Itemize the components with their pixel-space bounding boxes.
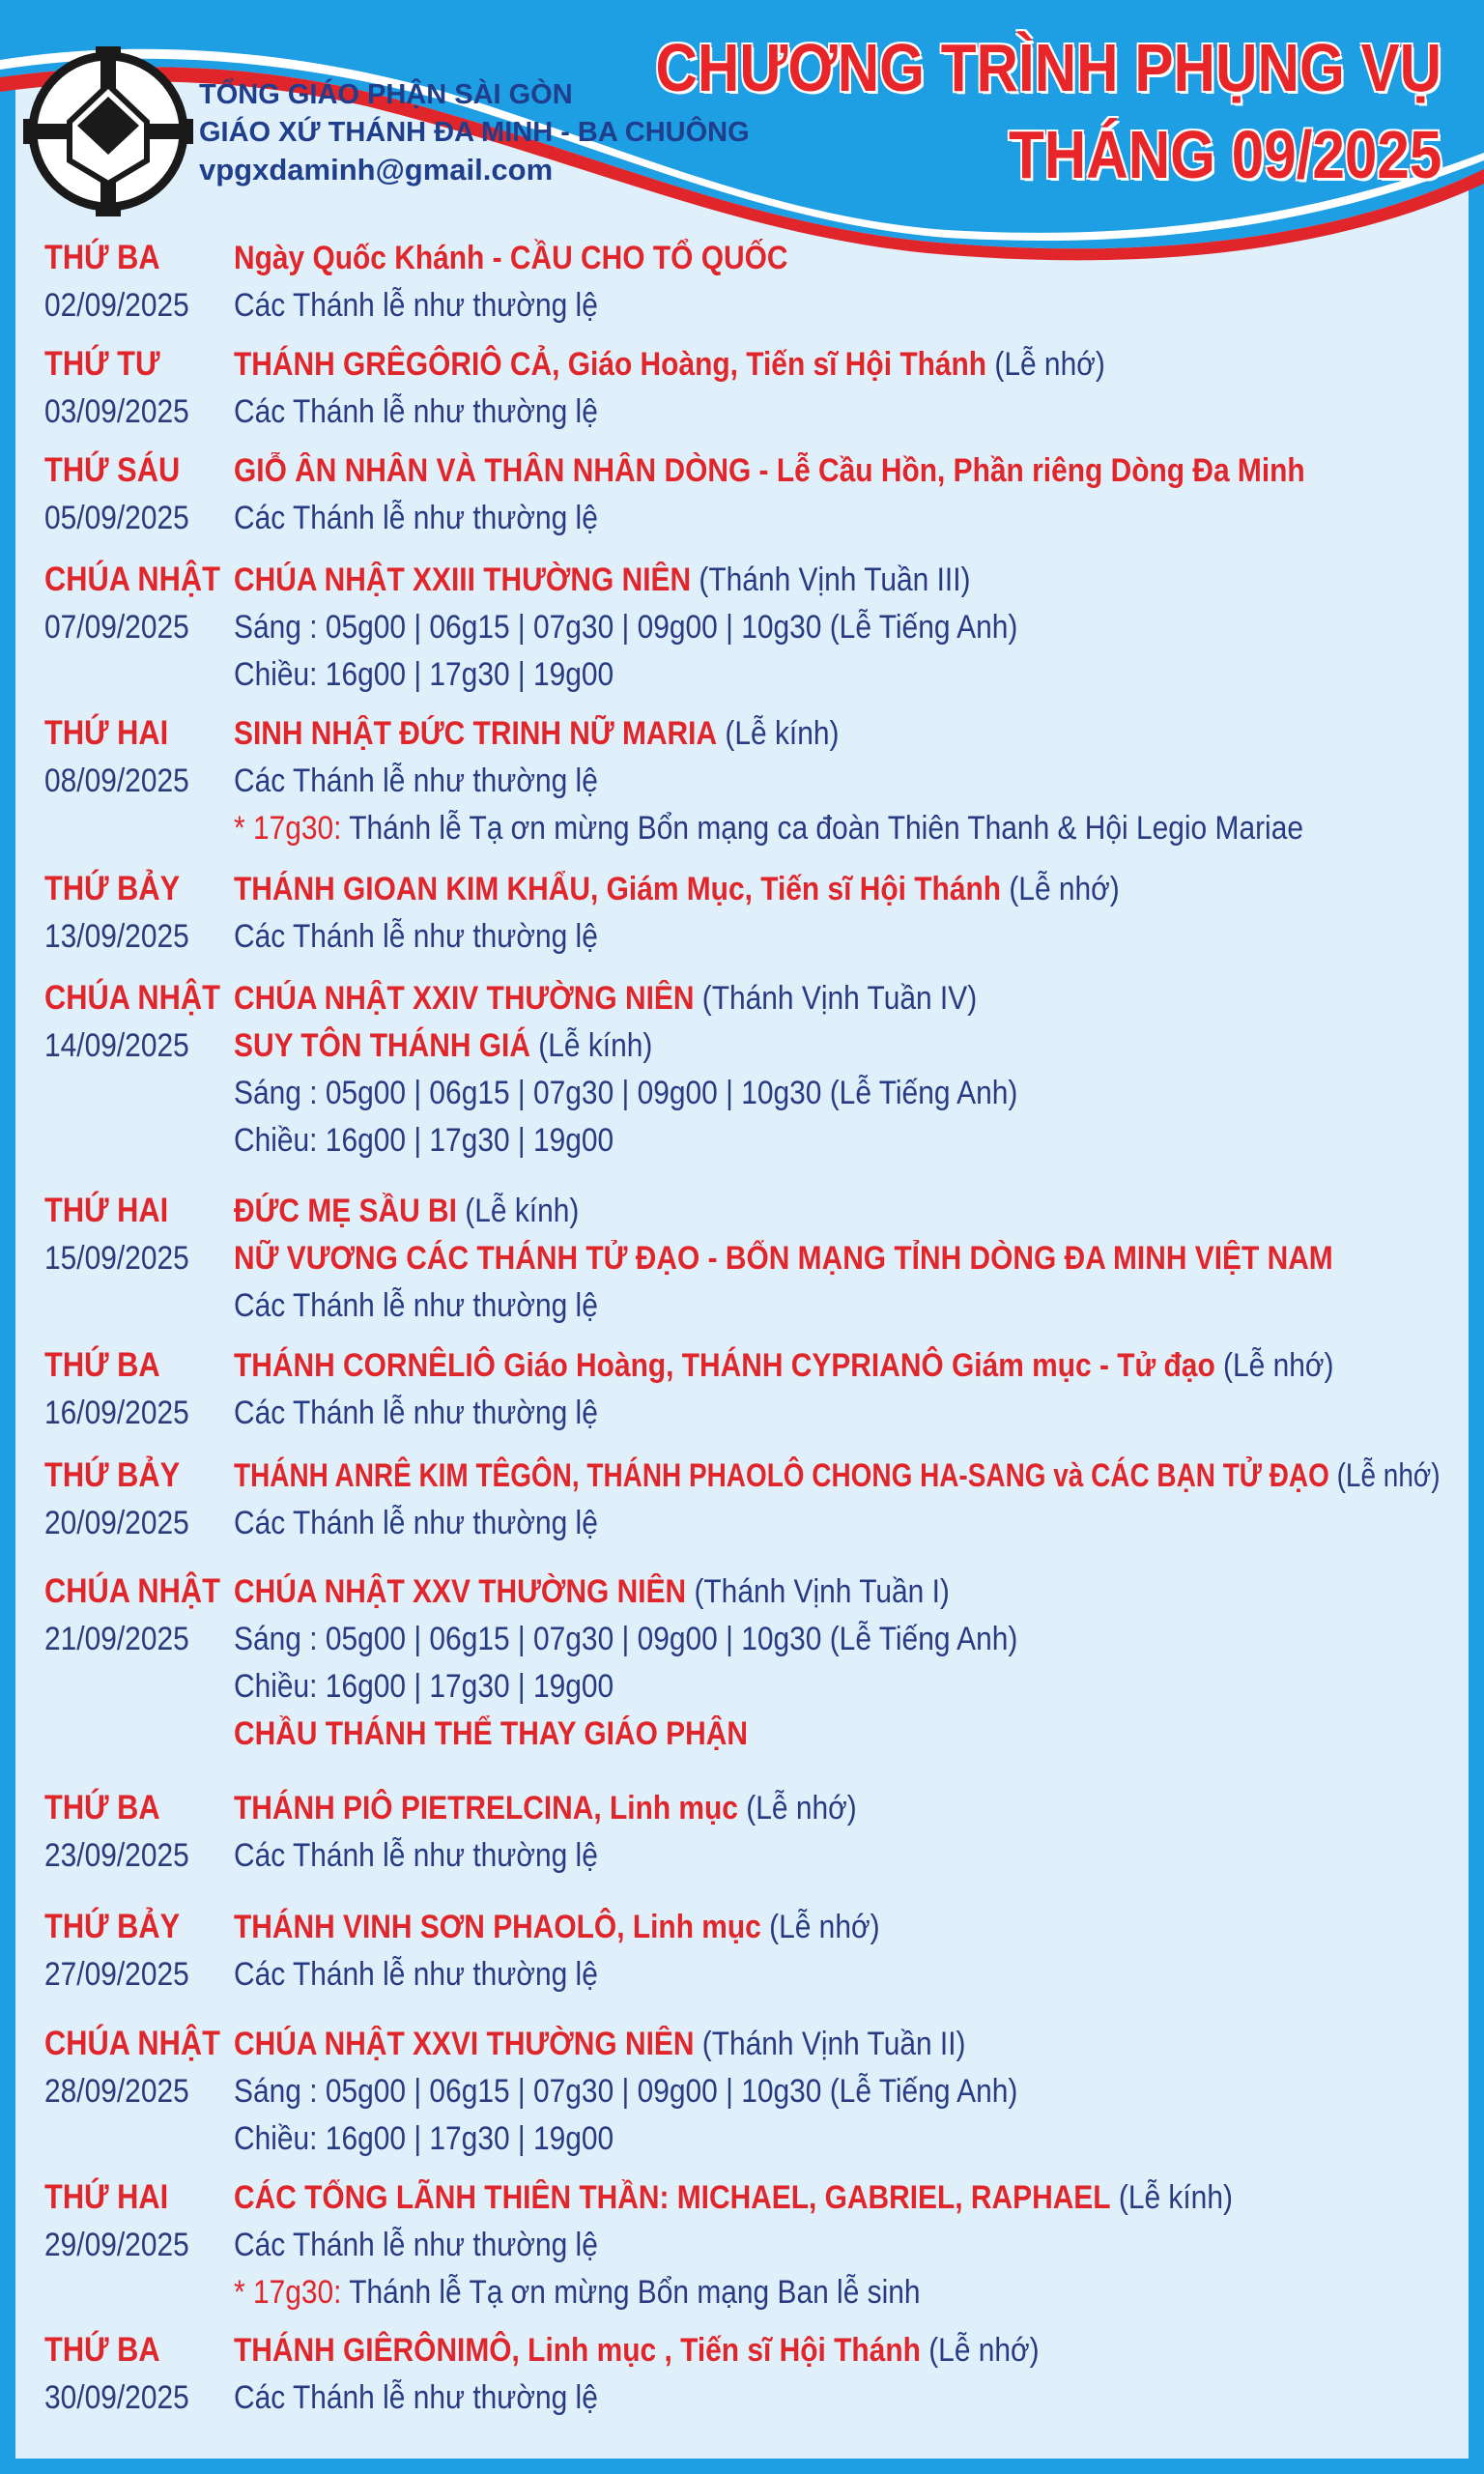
feast-rank: (Lễ kính) <box>717 715 840 752</box>
entry-day: THỨ BẢY <box>44 1456 181 1494</box>
parish-name: GIÁO XỨ THÁNH ĐA MINH - BA CHUÔNG <box>199 117 750 148</box>
entry-detail-line <box>234 2117 614 2160</box>
entry-detail-line <box>234 606 1017 648</box>
entry-detail-line <box>234 2376 598 2419</box>
entry-title-line <box>234 2023 966 2065</box>
entry-date: 28/09/2025 <box>44 2073 189 2110</box>
line-text: CHÚA NHẬT XXIV THƯỜNG NIÊN <box>234 980 695 1017</box>
line-text: Chiều: 16g00 | 17g30 | 19g00 <box>234 1122 614 1159</box>
feast-rank: (Lễ kính) <box>529 1027 653 1064</box>
entry-day: CHÚA NHẬT <box>44 979 220 1017</box>
entry-day: CHÚA NHẬT <box>44 1572 220 1610</box>
line-text: Chiều: 16g00 | 17g30 | 19g00 <box>234 2120 614 2157</box>
line-text: Thánh lễ Tạ ơn mừng Bổn mạng Ban lễ sinh <box>341 2274 921 2311</box>
line-text: Các Thánh lễ như thường lệ <box>234 1505 598 1541</box>
entry-detail-line <box>234 915 598 958</box>
entry-day: CHÚA NHẬT <box>44 2025 220 2062</box>
entry-detail-line <box>234 1834 598 1877</box>
feast-rank: (Thánh Vịnh Tuần II) <box>694 2026 966 2062</box>
line-text: Sáng : 05g00 | 06g15 | 07g30 | 09g00 | 10g30 (Lễ Tiếng Anh) <box>234 609 1018 646</box>
entry-title-line <box>234 1570 950 1613</box>
entry-date: 15/09/2025 <box>44 1240 189 1277</box>
feast-rank: (Thánh Vịnh Tuần I) <box>686 1573 950 1610</box>
entry-date: 27/09/2025 <box>44 1956 189 1993</box>
entry-day: THỨ HAI <box>44 1192 169 1229</box>
archdiocese-name: TỔNG GIÁO PHẬN SÀI GÒN <box>199 79 573 110</box>
line-text: CHÚA NHẬT XXVI THƯỜNG NIÊN <box>234 2026 695 2062</box>
line-text: Các Thánh lễ như thường lệ <box>234 762 598 799</box>
entry-note-line <box>234 2271 921 2314</box>
entry-day: THỨ BẢY <box>44 1908 181 1945</box>
entry-title-line <box>234 449 1305 492</box>
entry-detail-line <box>234 1953 598 1996</box>
line-text: CHẦU THÁNH THỂ THAY GIÁO PHẬN <box>234 1715 748 1752</box>
entry-day: THỨ HAI <box>44 2178 169 2216</box>
line-text: Sáng : 05g00 | 06g15 | 07g30 | 09g00 | 10g30 (Lễ Tiếng Anh) <box>234 2073 1018 2110</box>
entry-title-line <box>234 1787 857 1829</box>
feast-rank: (Lễ nhớ) <box>1328 1457 1441 1494</box>
entry-detail-line <box>234 1119 614 1162</box>
entry-day: CHÚA NHẬT <box>44 561 220 598</box>
line-text: Các Thánh lễ như thường lệ <box>234 500 598 536</box>
line-text: Các Thánh lễ như thường lệ <box>234 918 598 955</box>
entry-date: 23/09/2025 <box>44 1837 189 1874</box>
entry-date: 30/09/2025 <box>44 2379 189 2416</box>
entry-detail-line <box>234 2224 598 2266</box>
line-text: Sáng : 05g00 | 06g15 | 07g30 | 09g00 | 10g30 (Lễ Tiếng Anh) <box>234 1075 1018 1111</box>
entry-title-line <box>234 2329 1040 2372</box>
entry-date: 07/09/2025 <box>44 609 189 646</box>
entry-date: 29/09/2025 <box>44 2227 189 2263</box>
note-time: * 17g30: <box>234 2274 342 2311</box>
entry-title-line <box>234 1237 1333 1280</box>
entry-day: THỨ BA <box>44 2331 160 2369</box>
entry-detail-line <box>234 1618 1017 1660</box>
line-text: Thánh lễ Tạ ơn mừng Bổn mạng ca đoàn Thiên Thanh & Hội Legio Mariae <box>341 810 1303 847</box>
line-text: Chiều: 16g00 | 17g30 | 19g00 <box>234 1668 614 1705</box>
parish-email[interactable]: vpgxdaminh@gmail.com <box>199 153 554 187</box>
feast-rank: (Lễ nhớ) <box>1214 1347 1334 1384</box>
entry-date: 05/09/2025 <box>44 500 189 536</box>
entry-detail-line <box>234 284 598 327</box>
note-time: * 17g30: <box>234 810 342 847</box>
line-text: Các Thánh lễ như thường lệ <box>234 1287 598 1324</box>
feast-rank: (Lễ nhớ) <box>986 346 1105 383</box>
entry-detail-line <box>234 760 598 802</box>
entry-note-line <box>234 807 1303 849</box>
line-text: CÁC TỔNG LÃNH THIÊN THẦN: MICHAEL, GABRIEL, RAPHAEL <box>234 2179 1111 2216</box>
entry-title-line <box>234 1344 1333 1387</box>
line-text: Chiều: 16g00 | 17g30 | 19g00 <box>234 656 614 693</box>
line-text: THÁNH CORNÊLIÔ Giáo Hoàng, THÁNH CYPRIANÔ Giám mục - Tử đạo <box>234 1347 1215 1384</box>
line-text: CHÚA NHẬT XXIII THƯỜNG NIÊN <box>234 561 692 598</box>
entry-date: 16/09/2025 <box>44 1395 189 1431</box>
entry-detail-line <box>234 2070 1017 2113</box>
line-text: Các Thánh lễ như thường lệ <box>234 1395 598 1431</box>
line-text: Ngày Quốc Khánh - CẦU CHO TỔ QUỐC <box>234 240 788 276</box>
entry-detail-line <box>234 390 598 433</box>
entry-title-line <box>234 1454 1441 1497</box>
entry-date: 08/09/2025 <box>44 762 189 799</box>
line-text: Các Thánh lễ như thường lệ <box>234 393 598 430</box>
entry-day: THỨ BA <box>44 1789 160 1827</box>
entry-detail-line <box>234 653 614 696</box>
entry-day: THỨ BẢY <box>44 870 181 907</box>
entry-title-line <box>234 1906 880 1948</box>
line-text: ĐỨC MẸ SẦU BI <box>234 1193 457 1229</box>
line-text: THÁNH PIÔ PIETRELCINA, Linh mục <box>234 1790 738 1827</box>
line-text: Các Thánh lễ như thường lệ <box>234 2227 598 2263</box>
entry-detail-line <box>234 1284 598 1327</box>
entry-day: THỨ HAI <box>44 714 169 752</box>
entry-detail-line <box>234 1665 614 1708</box>
entry-title-line <box>234 868 1120 910</box>
line-text: SUY TÔN THÁNH GIÁ <box>234 1027 530 1064</box>
entry-detail-line <box>234 1392 598 1434</box>
line-text: THÁNH VINH SƠN PHAOLÔ, Linh mục <box>234 1909 761 1945</box>
feast-rank: (Lễ kính) <box>1110 2179 1233 2216</box>
line-text: NỮ VƯƠNG CÁC THÁNH TỬ ĐẠO - BỔN MẠNG TỈNH DÒNG ĐA MINH VIỆT NAM <box>234 1240 1333 1277</box>
entry-detail-line <box>234 1072 1017 1114</box>
entry-day: THỨ BA <box>44 1346 160 1384</box>
entry-title-line <box>234 559 970 601</box>
entry-title-line <box>234 2176 1233 2219</box>
feast-rank: (Lễ nhớ) <box>760 1909 880 1945</box>
line-text: THÁNH GIOAN KIM KHẨU, Giám Mục, Tiến sĩ Hội Thánh <box>234 871 1002 907</box>
entry-day: THỨ SÁU <box>44 451 181 489</box>
line-text: THÁNH ANRÊ KIM TÊGÔN, THÁNH PHAOLÔ CHONG HA-SANG và CÁC BẠN TỬ ĐẠO <box>234 1457 1329 1494</box>
entry-date: 02/09/2025 <box>44 287 189 324</box>
entry-title-line <box>234 237 787 279</box>
entry-detail-line <box>234 1502 598 1544</box>
feast-rank: (Lễ nhớ) <box>1001 871 1120 907</box>
entry-title-line <box>234 712 839 755</box>
feast-rank: (Thánh Vịnh Tuần IV) <box>694 980 978 1017</box>
line-text: Các Thánh lễ như thường lệ <box>234 1837 598 1874</box>
entry-day: THỨ TƯ <box>44 345 160 383</box>
entry-detail-line <box>234 497 598 539</box>
line-text: THÁNH GRÊGÔRIÔ CẢ, Giáo Hoàng, Tiến sĩ Hội Thánh <box>234 346 987 383</box>
entry-title-line <box>234 343 1105 386</box>
entry-title-line <box>234 1024 652 1067</box>
feast-rank: (Lễ kính) <box>456 1193 580 1229</box>
entry-title-line <box>234 1190 579 1232</box>
line-text: Các Thánh lễ như thường lệ <box>234 2379 598 2416</box>
entry-date: 20/09/2025 <box>44 1505 189 1541</box>
entry-date: 14/09/2025 <box>44 1027 189 1064</box>
entry-date: 13/09/2025 <box>44 918 189 955</box>
feast-rank: (Lễ nhớ) <box>920 2332 1040 2369</box>
page-subtitle-month: THÁNG 09/2025 <box>1008 117 1441 192</box>
line-text: SINH NHẬT ĐỨC TRINH NỮ MARIA <box>234 715 718 752</box>
entry-date: 03/09/2025 <box>44 393 189 430</box>
feast-rank: (Thánh Vịnh Tuần III) <box>691 561 971 598</box>
line-text: Sáng : 05g00 | 06g15 | 07g30 | 09g00 | 10g30 (Lễ Tiếng Anh) <box>234 1621 1018 1657</box>
line-text: CHÚA NHẬT XXV THƯỜNG NIÊN <box>234 1573 687 1610</box>
line-text: THÁNH GIÊRÔNIMÔ, Linh mục , Tiến sĩ Hội Thánh <box>234 2332 921 2369</box>
line-text: Các Thánh lễ như thường lệ <box>234 287 598 324</box>
entry-date: 21/09/2025 <box>44 1621 189 1657</box>
entry-title-line <box>234 977 977 1020</box>
entry-day: THỨ BA <box>44 239 160 276</box>
entry-title-line <box>234 1712 748 1755</box>
feast-rank: (Lễ nhớ) <box>737 1790 857 1827</box>
page-title: CHƯƠNG TRÌNH PHỤNG VỤ <box>655 30 1441 105</box>
line-text: GIỖ ÂN NHÂN VÀ THÂN NHÂN DÒNG - Lễ Cầu Hồn, Phần riêng Dòng Đa Minh <box>234 452 1305 489</box>
line-text: Các Thánh lễ như thường lệ <box>234 1956 598 1993</box>
